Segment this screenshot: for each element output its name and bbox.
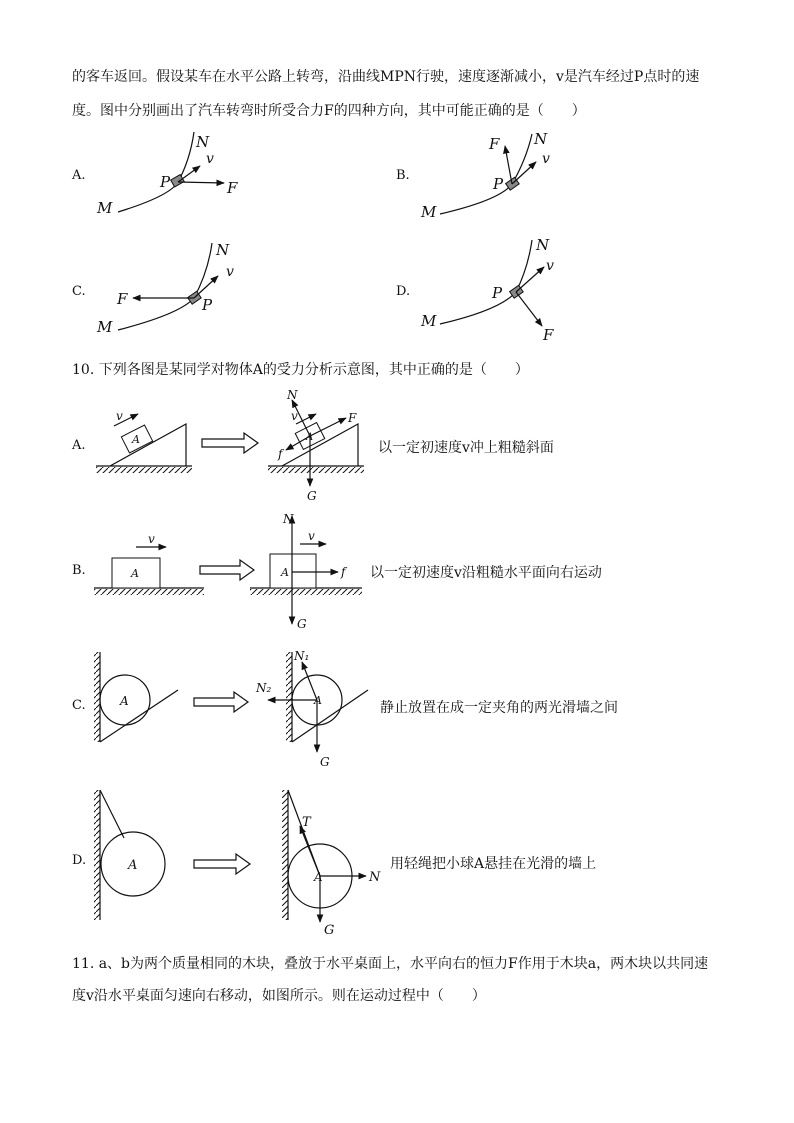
q11-text-line-2: 度v沿水平桌面匀速向右移动，如图所示。则在运动过程中（ ）: [72, 988, 486, 1004]
q9b-label-f: F: [489, 135, 500, 153]
q10a-label-v: v: [116, 409, 123, 423]
q10-option-a-label: A.: [72, 438, 86, 453]
q10-stem: 10. 下列各图是某同学对物体A的受力分析示意图，其中正确的是（ ）: [72, 362, 529, 378]
q10-option-c-label: C.: [72, 698, 86, 713]
q10c-label-n2: N₂: [256, 681, 272, 695]
q10-figure-c-before: [94, 652, 178, 742]
q9-figure-a: [96, 132, 238, 217]
q10a-after-label-v: v: [291, 409, 298, 423]
q9-option-a-label: A.: [72, 168, 86, 183]
q9d-label-m: M: [421, 312, 437, 330]
q10c-label-g: G: [320, 755, 330, 769]
q9-option-c-label: C.: [72, 284, 86, 299]
q9b-label-p: P: [493, 175, 504, 193]
q10d-label-n: N: [369, 870, 381, 885]
q9a-label-m: M: [97, 199, 113, 217]
q9c-label-v: v: [226, 264, 234, 280]
q10-figure-c-arrow: [194, 692, 248, 712]
q9d-label-p: P: [492, 284, 503, 302]
q10-figure-b-before: [94, 532, 204, 595]
q9-option-d-label: D.: [396, 284, 411, 299]
q10-figure-d-before: [94, 790, 165, 920]
q10-figure-b-arrow: [200, 560, 254, 580]
q10-figure-d-after: [282, 790, 381, 938]
q9-text-line-2: 度。图中分别画出了汽车转弯时所受合力F的四种方向，其中可能正确的是（ ）: [72, 103, 586, 119]
q9c-label-m: M: [97, 318, 113, 336]
q9d-label-v: v: [546, 258, 554, 274]
q10b-label-v: v: [148, 532, 155, 546]
q10-option-d-label: D.: [72, 853, 87, 868]
q10b-label-n: N: [283, 512, 294, 526]
q9c-label-p: P: [202, 296, 213, 314]
q10-figure-a-after: [268, 388, 364, 503]
q9c-label-f: F: [117, 290, 128, 308]
q10a-label-a: A: [132, 433, 140, 446]
q10-figure-a-before: [96, 409, 192, 473]
q10d-label-a: A: [128, 858, 138, 873]
q10a-label-f-cap: F: [348, 411, 357, 425]
q10-figure-b-after: [250, 512, 362, 631]
q10b-label-g: G: [297, 617, 307, 631]
q10a-label-g: G: [307, 489, 317, 503]
q10-caption-b: 以一定初速度v沿粗糙水平面向右运动: [370, 565, 602, 581]
q9a-label-n: N: [196, 133, 210, 151]
q9a-label-v: v: [206, 151, 214, 167]
q9-figure-d: [420, 236, 554, 344]
q11-text-line-1: 11. a、b为两个质量相同的木块，叠放于水平桌面上，水平向右的恒力F作用于木块a，两木块以共同速: [72, 956, 709, 972]
q10b-label-f: f: [341, 565, 346, 579]
q9-option-b-label: B.: [396, 168, 410, 183]
q10b-label-a: A: [131, 567, 139, 580]
q10d-after-label-a: A: [314, 870, 323, 884]
q10b-after-label-v: v: [308, 529, 315, 543]
q10a-label-n: N: [287, 388, 298, 402]
q10a-after-label-a: A: [306, 432, 314, 443]
q10-caption-d: 用轻绳把小球A悬挂在光滑的墙上: [390, 856, 597, 872]
q9-figure-b: [420, 130, 550, 221]
q10b-after-label-a: A: [281, 566, 289, 579]
q10c-after-label-a: A: [314, 694, 322, 707]
q9-figure-c: [96, 241, 234, 336]
q9b-label-m: M: [421, 203, 437, 221]
q9a-label-f: F: [227, 179, 238, 197]
q10-caption-c: 静止放置在成一定夹角的两光滑墙之间: [380, 700, 618, 716]
q10-figure-a-arrow: [202, 433, 258, 453]
q10d-label-t: T: [302, 815, 311, 830]
q10-option-b-label: B.: [72, 563, 86, 578]
q9-text-line-1: 的客车返回。假设某车在水平公路上转弯，沿曲线MPN行驶，速度逐渐减小，v是汽车经过P点时的速: [72, 69, 700, 85]
q9d-label-n: N: [536, 236, 550, 254]
q10d-label-g: G: [324, 923, 335, 938]
q9b-label-v: v: [542, 151, 550, 167]
q10a-label-f: f: [278, 447, 283, 461]
q9a-label-p: P: [160, 173, 171, 191]
q10-figure-d-arrow: [194, 854, 250, 874]
q9b-label-n: N: [534, 130, 548, 148]
q10-figure-c-after: [255, 649, 368, 769]
q10c-label-a: A: [120, 694, 129, 708]
q9c-label-n: N: [216, 241, 230, 259]
q10-caption-a: 以一定初速度v冲上粗糙斜面: [378, 440, 554, 456]
q9d-label-f: F: [543, 326, 554, 344]
q10c-label-n1: N₁: [294, 649, 310, 663]
